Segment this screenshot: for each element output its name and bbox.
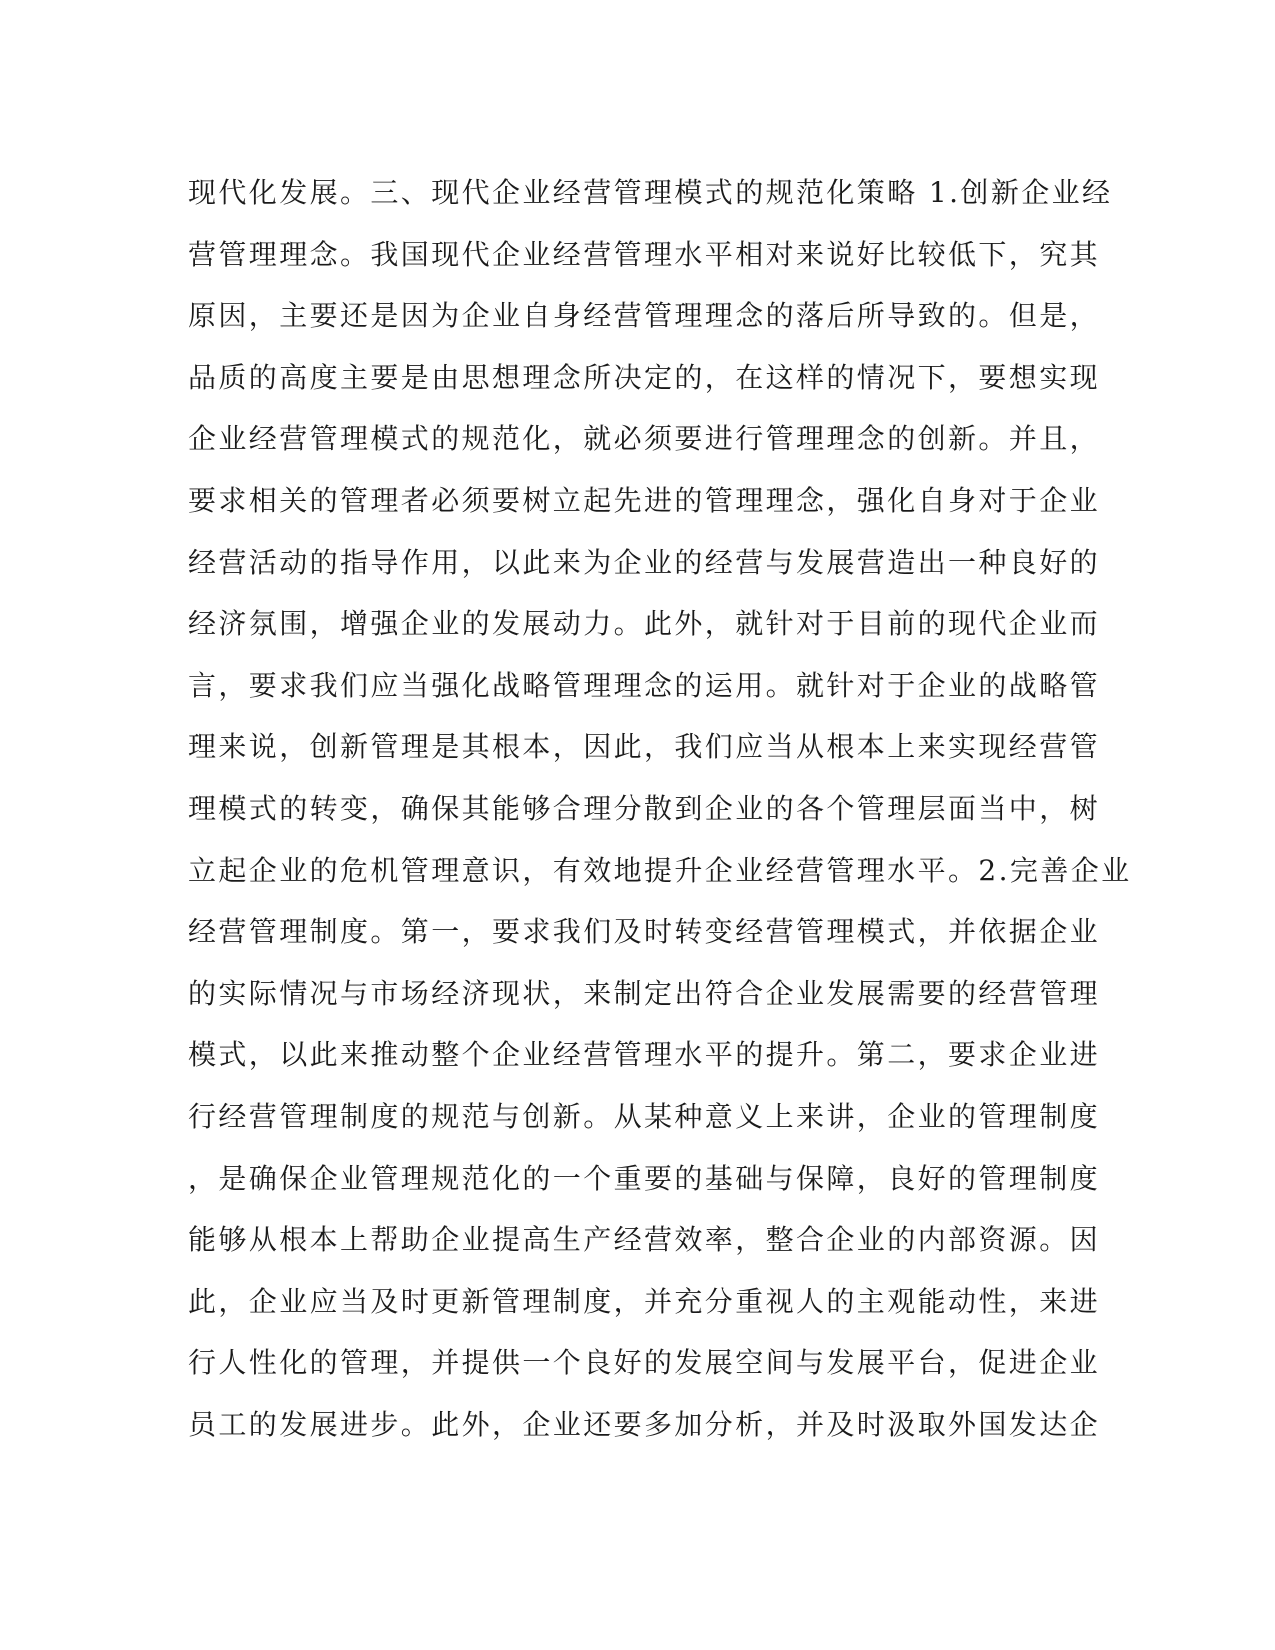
text-line: 此，企业应当及时更新管理制度，并充分重视人的主观能动性，来进 — [188, 1284, 1101, 1318]
text-line: 原因，主要还是因为企业自身经营管理理念的落后所导致的。但是， — [188, 299, 1101, 333]
text-line: 立起企业的危机管理意识，有效地提升企业经营管理水平。2.完善企业 — [188, 853, 1132, 887]
text-line: 营管理理念。我国现代企业经营管理水平相对来说好比较低下，究其 — [188, 237, 1101, 271]
text-line: 模式，以此来推动整个企业经营管理水平的提升。第二，要求企业进 — [188, 1038, 1101, 1072]
text-line: 要求相关的管理者必须要树立起先进的管理理念，强化自身对于企业 — [188, 483, 1101, 517]
text-line: 的实际情况与市场经济现状，来制定出符合企业发展需要的经营管理 — [188, 976, 1101, 1010]
text-line: 经营管理制度。第一，要求我们及时转变经营管理模式，并依据企业 — [188, 915, 1101, 949]
text-line: 行人性化的管理，并提供一个良好的发展空间与发展平台，促进企业 — [188, 1346, 1101, 1380]
text-line: 理模式的转变，确保其能够合理分散到企业的各个管理层面当中，树 — [188, 791, 1101, 825]
text-line: 能够从根本上帮助企业提高生产经营效率，整合企业的内部资源。因 — [188, 1223, 1101, 1257]
text-line: 行经营管理制度的规范与创新。从某种意义上来讲，企业的管理制度 — [188, 1099, 1101, 1133]
text-line: 理来说，创新管理是其根本，因此，我们应当从根本上来实现经营管 — [188, 730, 1101, 764]
text-line: 品质的高度主要是由思想理念所决定的，在这样的情况下，要想实现 — [188, 360, 1101, 394]
text-line: 现代化发展。三、现代企业经营管理模式的规范化策略 1.创新企业经 — [188, 176, 1113, 209]
body-text — [188, 162, 1132, 1455]
text-line: 员工的发展进步。此外，企业还要多加分析，并及时汲取外国发达企 — [188, 1407, 1101, 1441]
text-line: 企业经营管理模式的规范化，就必须要进行管理理念的创新。并且， — [188, 422, 1101, 456]
text-line: 言，要求我们应当强化战略管理理念的运用。就针对于企业的战略管 — [188, 668, 1101, 702]
text-line: 经济氛围，增强企业的发展动力。此外，就针对于目前的现代企业而 — [188, 607, 1101, 641]
text-line: ，是确保企业管理规范化的一个重要的基础与保障，良好的管理制度 — [188, 1161, 1101, 1195]
text-line: 经营活动的指导作用，以此来为企业的经营与发展营造出一种良好的 — [188, 545, 1101, 579]
